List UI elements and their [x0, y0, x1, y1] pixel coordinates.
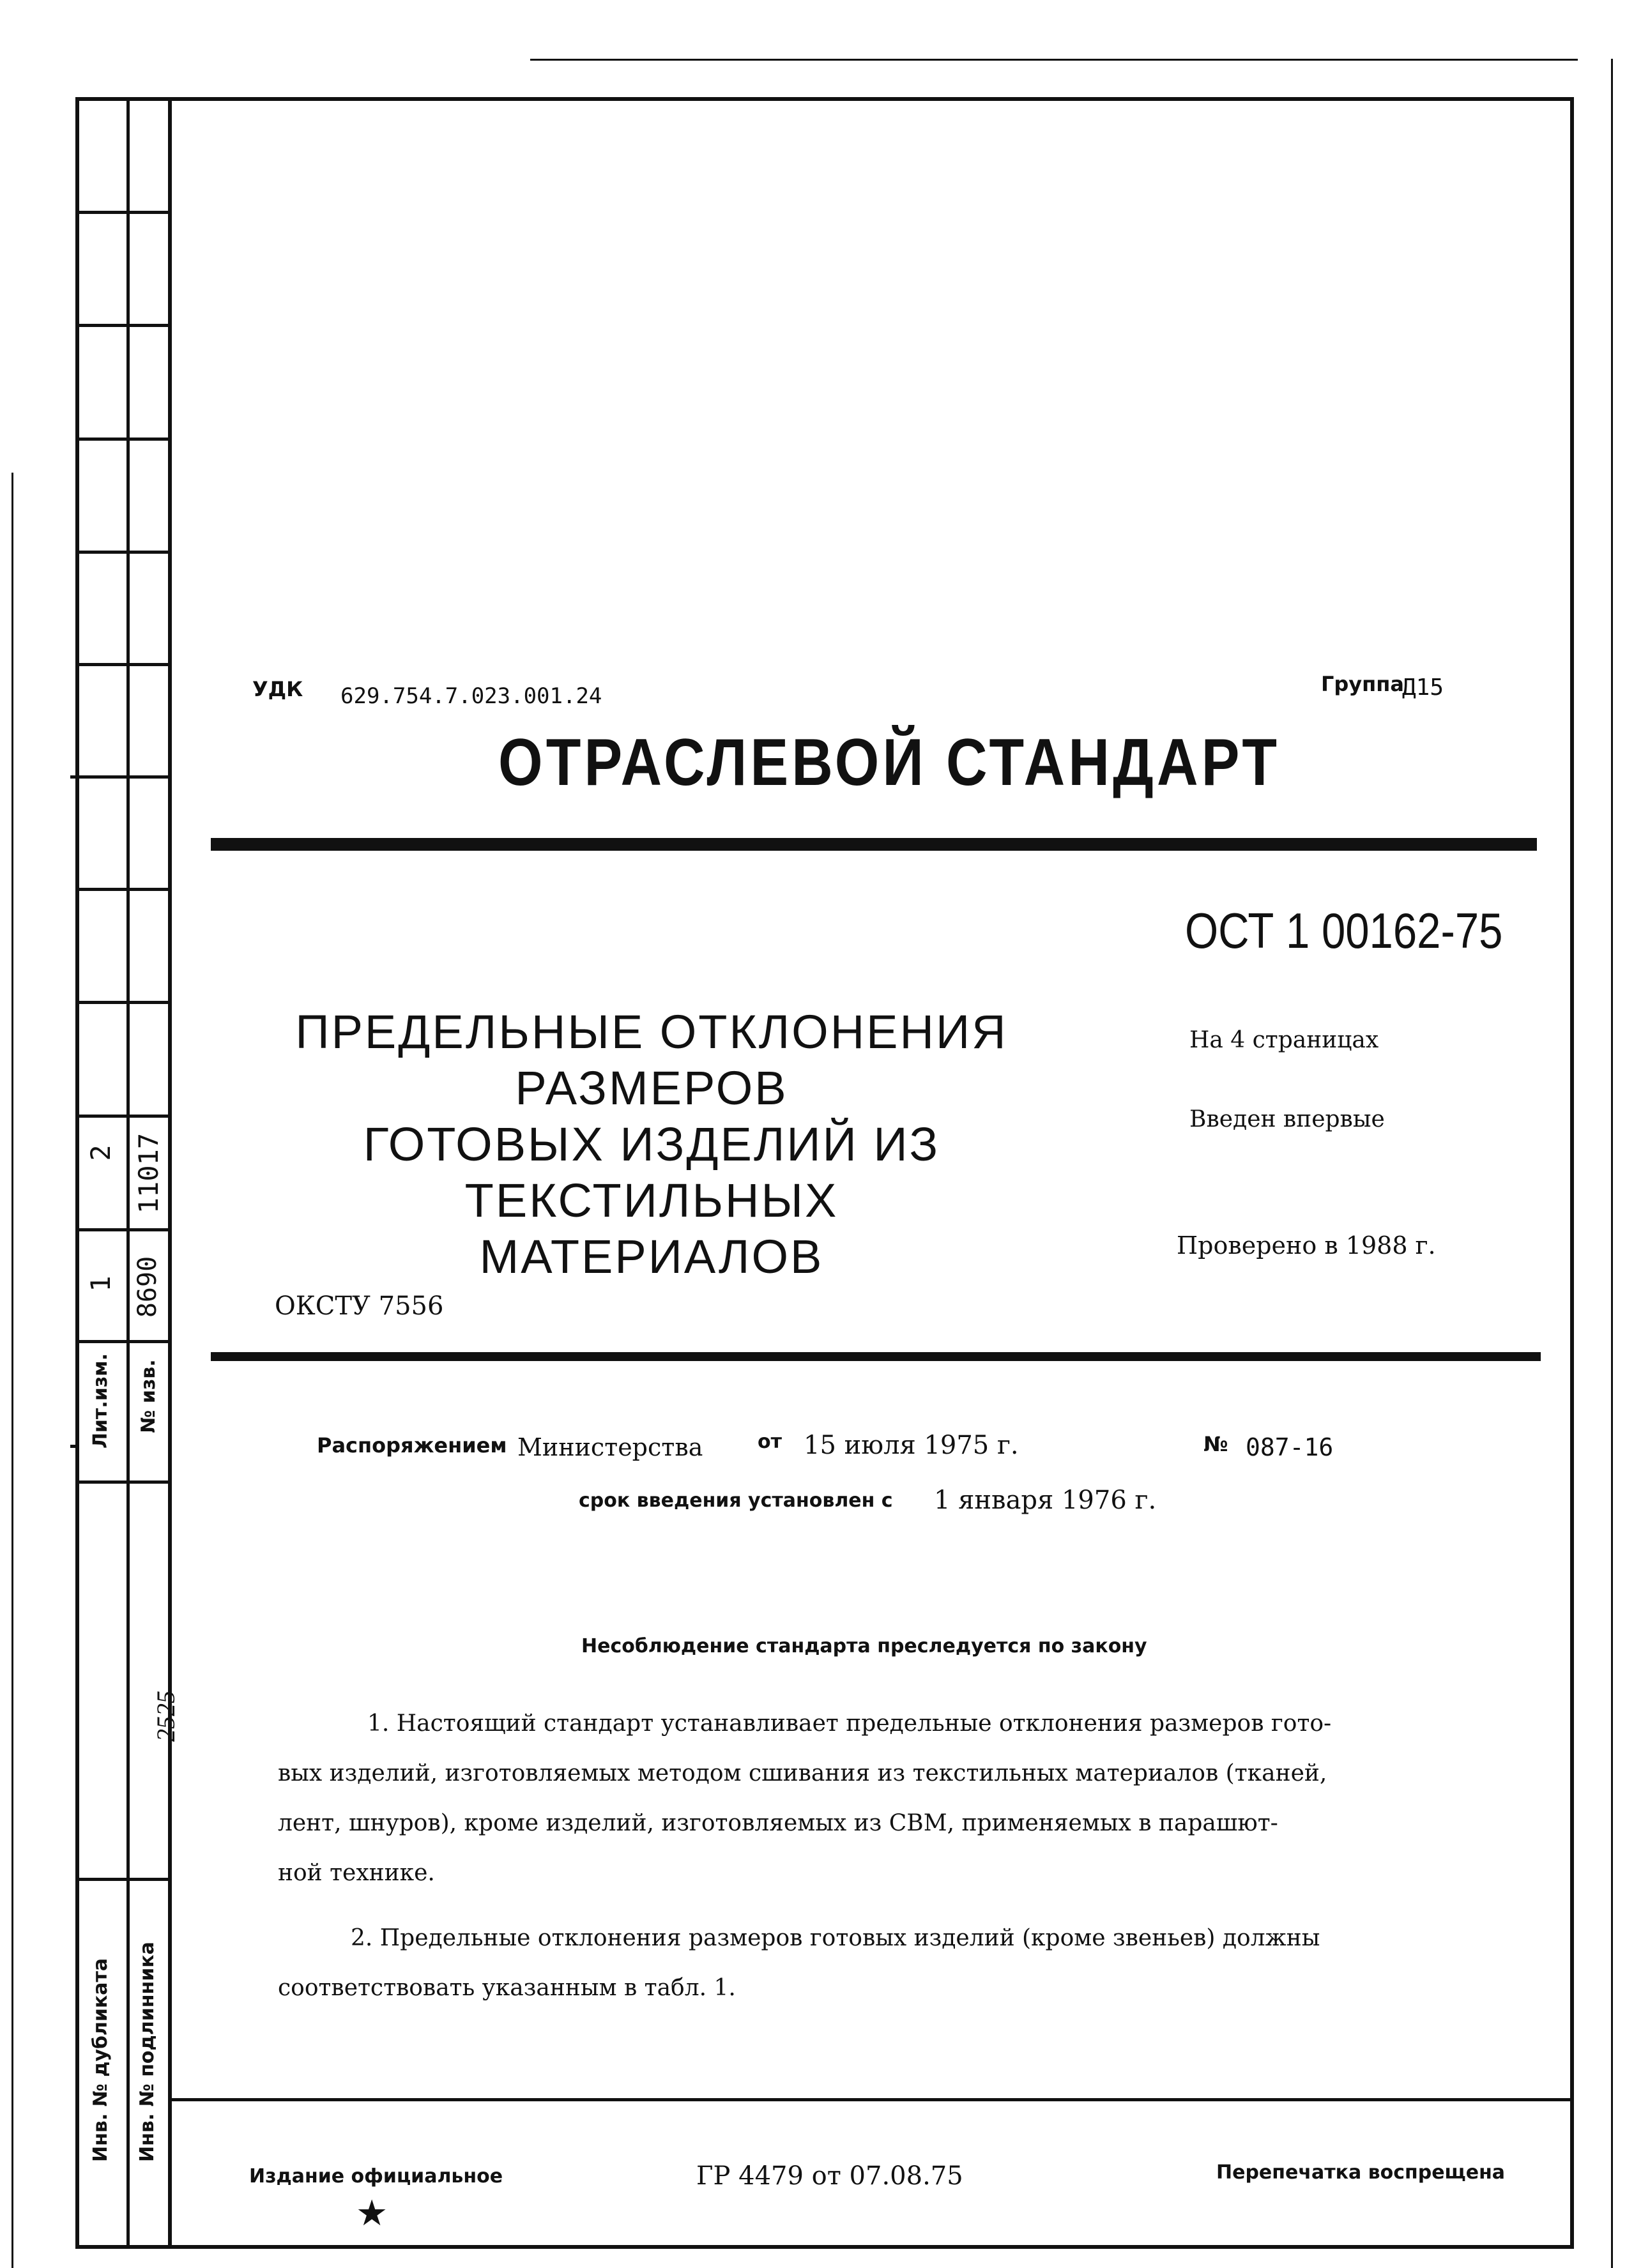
stamp-row-line [75, 324, 171, 327]
introduced-note: Введен впервые [1189, 1106, 1385, 1132]
registration-number: ГР 4479 от 07.08.75 [696, 2161, 963, 2191]
order-date: 15 июля 1975 г. [804, 1431, 1019, 1460]
section-thick-rule [211, 1352, 1541, 1361]
stamp-lit-value-2: 2 [85, 1145, 116, 1161]
stamp-row-line [75, 888, 171, 891]
left-margin-line [11, 473, 13, 2268]
stamp-row-line [75, 1115, 171, 1118]
stamp-podl-label: Инв. № подлинника [136, 1942, 158, 2162]
outer-right-line [1611, 59, 1613, 2268]
stamp-izv-label: № изв. [137, 1359, 160, 1433]
star-icon: ★ [356, 2193, 388, 2234]
standard-name-line-2: ГОТОВЫХ ИЗДЕЛИЙ ИЗ ТЕКСТИЛЬНЫХ [363, 1118, 940, 1227]
paragraph-2-line-2: соответствовать указанным в табл. 1. [278, 1975, 736, 2001]
order-from-label: от [758, 1431, 782, 1453]
term-date: 1 января 1976 г. [934, 1486, 1157, 1515]
stamp-row-line [75, 1878, 171, 1881]
official-edition: Издание официальное [249, 2165, 503, 2188]
paragraph-1-line-2: вых изделий, изготовляемых методом сшивания из текстильных материалов (тканей, [278, 1760, 1327, 1786]
udk-label: УДК [252, 677, 303, 701]
stamp-row-line [75, 1228, 171, 1231]
stamp-col-divider [126, 97, 130, 2249]
stamp-tick [70, 1445, 78, 1448]
order-label: Распоряжением [317, 1433, 507, 1457]
checked-note: Проверено в 1988 г. [1177, 1231, 1436, 1260]
group-label: Группа [1321, 672, 1404, 696]
paragraph-1-line-4: ной технике. [278, 1860, 435, 1886]
standard-name-line-1: ПРЕДЕЛЬНЫЕ ОТКЛОНЕНИЯ РАЗМЕРОВ [295, 1005, 1008, 1115]
stamp-dubl-label: Инв. № дубликата [89, 1958, 112, 2162]
stamp-inv-podl-value: 2525 [151, 1691, 180, 1742]
paragraph-1-line-3: лент, шнуров), кроме изделий, изготовляемых из СВМ, применяемых в парашют- [278, 1810, 1278, 1836]
stamp-row-line [75, 1001, 171, 1004]
standard-type-title: ОТРАСЛЕВОЙ СТАНДАРТ [498, 726, 1281, 800]
order-number: 087-16 [1246, 1433, 1334, 1461]
stamp-row-line [75, 775, 171, 779]
standard-name [243, 1004, 1060, 1285]
order-ministry: Министерства [517, 1433, 703, 1461]
oksty-code: ОКСТУ 7556 [275, 1291, 444, 1321]
paragraph-1-line-1: 1. Настоящий стандарт устанавливает предельные отклонения размеров гото- [367, 1710, 1332, 1737]
stamp-row-line [75, 551, 171, 554]
paragraph-1 [278, 1699, 1331, 1898]
stamp-right-border [168, 97, 172, 2249]
footer-rule [171, 2098, 1574, 2101]
reprint-prohibited: Перепечатка воспрещена [1216, 2161, 1506, 2184]
paragraph-2 [278, 1914, 1320, 2013]
stamp-row-line [75, 1480, 171, 1484]
stamp-lit-value-1: 1 [85, 1275, 116, 1292]
warning-text: Несоблюдение стандарта преследуется по закону [581, 1635, 1147, 1657]
standard-name-line-3: МАТЕРИАЛОВ [479, 1230, 824, 1283]
udk-value: 629.754.7.023.001.24 [340, 683, 602, 709]
stamp-izv-value-8690: 8690 [133, 1256, 162, 1318]
stamp-row-line [75, 663, 171, 666]
paragraph-2-line-1: 2. Предельные отклонения размеров готовых изделий (кроме звеньев) должны [351, 1925, 1320, 1951]
title-thick-rule [211, 838, 1537, 851]
pages-count: На 4 страницах [1189, 1027, 1379, 1053]
stamp-row-line [75, 1340, 171, 1343]
top-thin-line [530, 59, 1578, 61]
stamp-izv-value-11017: 11017 [133, 1132, 164, 1214]
term-label: срок введения установлен с [579, 1489, 893, 1512]
order-num-label: № [1203, 1432, 1228, 1456]
stamp-lit-label: Лит.изм. [89, 1353, 112, 1449]
stamp-row-line [75, 438, 171, 441]
stamp-row-line [75, 211, 171, 214]
stamp-tick [70, 775, 78, 779]
standard-code: ОСТ 1 00162-75 [1185, 902, 1503, 959]
group-value: Д15 [1402, 674, 1444, 701]
